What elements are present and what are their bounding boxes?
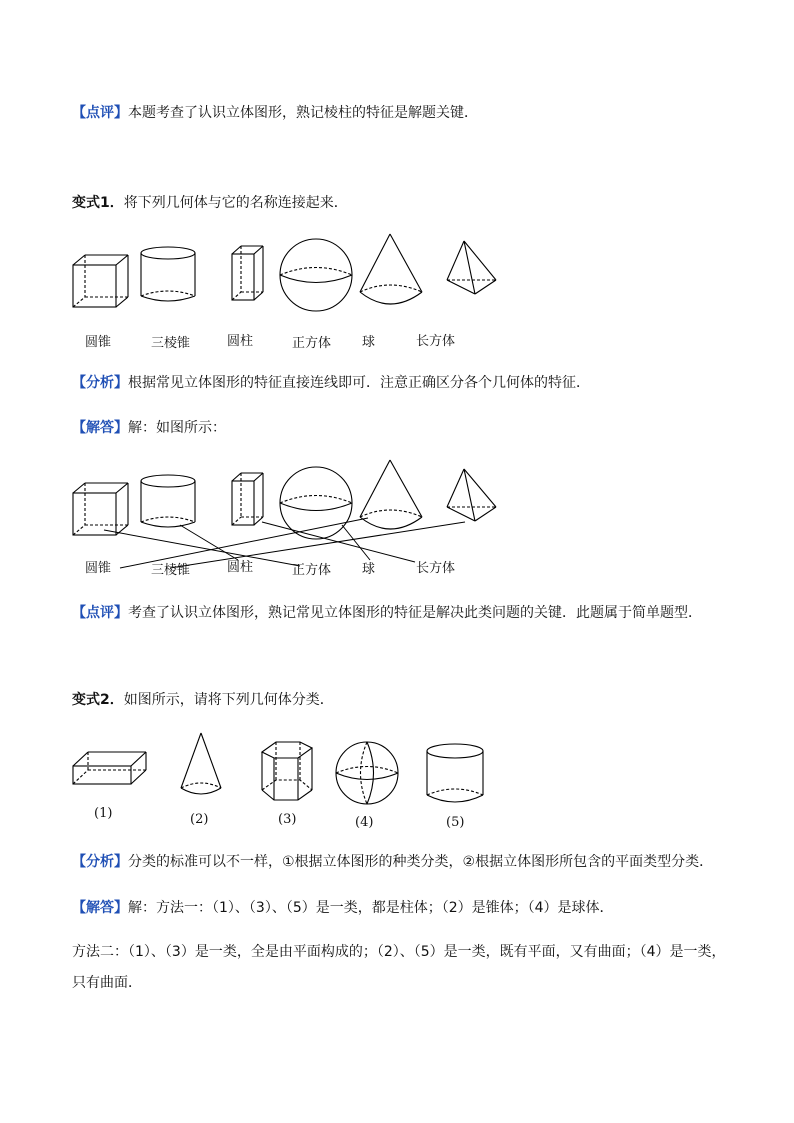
hexagonal-prism-shape <box>262 742 312 800</box>
comment-text: 本题考查了认识立体图形，熟记棱柱的特征是解题关键． <box>128 105 478 121</box>
answer-name-cube: 正方体 <box>292 563 332 578</box>
analysis-tag: 【分析】 <box>72 854 128 870</box>
name-label-cuboid: 长方体 <box>416 334 456 349</box>
comment-tag: 【点评】 <box>72 605 128 621</box>
name-label-cone: 圆锥 <box>85 335 112 350</box>
comment-tag: 【点评】 <box>72 105 128 121</box>
answer-tag: 【解答】 <box>72 420 128 436</box>
analysis-text: 根据常见立体图形的特征直接连线即可．注意正确区分各个几何体的特征． <box>128 375 590 391</box>
answer-text: 解：如图所示： <box>128 420 226 436</box>
answer-name-sphere: 球 <box>362 562 376 577</box>
cone2-shape <box>181 733 221 794</box>
answer-name-cylinder: 圆柱 <box>227 560 254 575</box>
figure-label-4: (4) <box>355 815 374 830</box>
variant2-analysis <box>72 852 713 872</box>
figure-label-5: (5) <box>446 815 465 830</box>
name-label-sphere: 球 <box>362 335 376 350</box>
cylinder2-shape <box>427 744 483 802</box>
answer-name-cone: 圆锥 <box>85 561 112 576</box>
flat-cuboid-shape <box>73 752 146 784</box>
variant2-title: 变式2． <box>72 692 124 708</box>
name-label-triangular-pyramid: 三棱锥 <box>151 336 191 351</box>
figure-label-1: (1) <box>94 806 113 821</box>
analysis-tag: 【分析】 <box>72 375 128 391</box>
comment-text: 考查了认识立体图形，熟记常见立体图形的特征是解决此类问题的关键．此题属于简单题型． <box>128 605 702 621</box>
answer-text: 解：方法一：（1）、（3）、（5）是一类，都是柱体；（2）是锥体；（4）是球体． <box>128 900 614 916</box>
answer-tag: 【解答】 <box>72 900 128 916</box>
figure-label-3: (3) <box>278 812 297 827</box>
variant2-answer <box>72 898 614 918</box>
variant2-text: 如图所示，请将下列几何体分类． <box>123 692 334 708</box>
analysis-text: 分类的标准可以不一样，①根据立体图形的种类分类，②根据立体图形所包含的平面类型分类． <box>128 854 714 870</box>
name-label-cube: 正方体 <box>292 336 332 351</box>
name-label-cylinder: 圆柱 <box>227 334 254 349</box>
variant1-title: 变式1． <box>72 195 124 211</box>
figure-label-2: (2) <box>190 812 209 827</box>
method2-line1: 方法二：（1）、（3）是一类，全是由平面构成的；（2）、（5）是一类，既有平面，又有曲面；（4）是一类， <box>72 944 726 960</box>
sphere2-shape <box>336 742 398 804</box>
variant1-text: 将下列几何体与它的名称连接起来． <box>123 195 348 211</box>
answer-name-triangular-pyramid: 三棱锥 <box>151 563 191 578</box>
method2-line2: 只有曲面． <box>72 975 142 991</box>
answer-name-cuboid: 长方体 <box>416 561 456 576</box>
